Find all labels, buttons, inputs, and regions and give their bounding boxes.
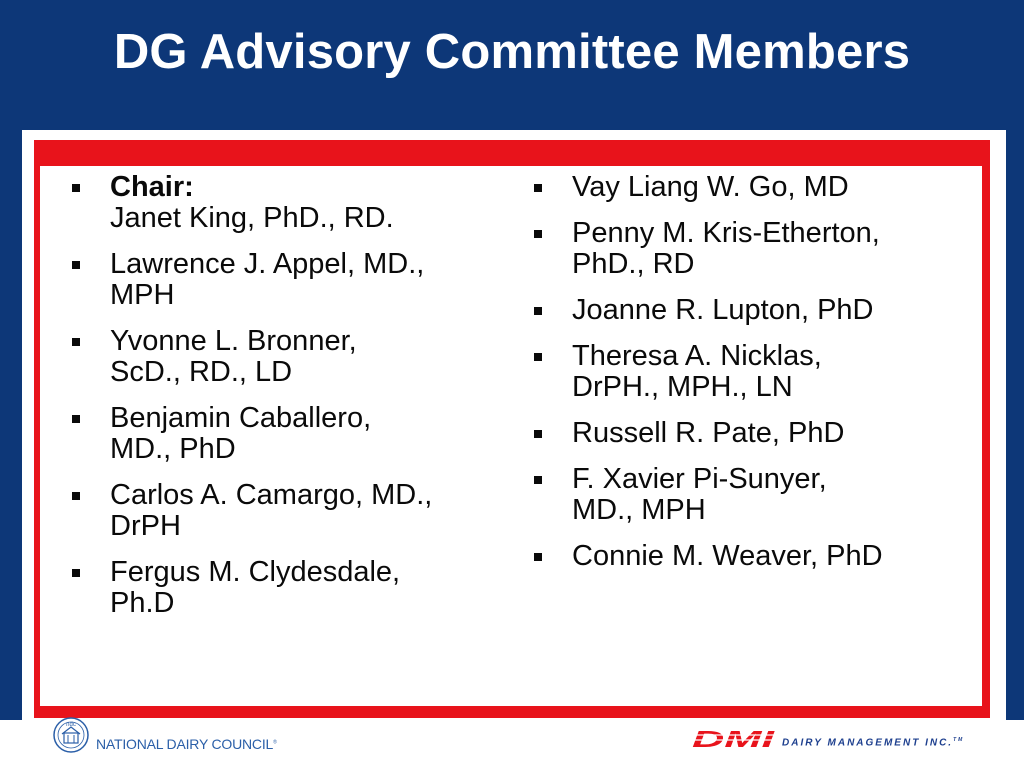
member-name: Lawrence J. Appel, MD., (110, 248, 425, 280)
bullet-square-icon (72, 492, 80, 500)
list-item (70, 403, 510, 465)
member-name: Janet King, PhD., RD. (110, 202, 394, 234)
list-item (70, 172, 510, 234)
member-name: Penny M. Kris-Etherton, (572, 217, 880, 249)
member-name: Russell R. Pate, PhD (572, 417, 845, 449)
member-name: Benjamin Caballero, (110, 402, 372, 434)
ndc-logo-letters: ndc (66, 722, 76, 728)
dmi-trademark: TM (953, 737, 965, 743)
list-item (532, 172, 972, 203)
member-name: Connie M. Weaver, PhD (572, 540, 883, 572)
dmi-name (782, 737, 964, 748)
bullet-square-icon (72, 261, 80, 269)
dmi-logo-letters: DMI (692, 726, 776, 750)
list-item (532, 464, 972, 526)
member-credentials: DrPH., MPH., LN (572, 371, 793, 403)
bullet-square-icon (534, 353, 542, 361)
ndc-logo (52, 716, 90, 754)
member-name: F. Xavier Pi-Sunyer, (572, 463, 827, 495)
list-item (70, 249, 510, 311)
member-credentials: MD., MPH (572, 494, 706, 526)
dmi-name-text: DAIRY MANAGEMENT INC. (782, 737, 954, 749)
list-item (532, 418, 972, 449)
chair-label: Chair: (110, 171, 194, 203)
member-credentials: PhD., RD (572, 248, 695, 280)
member-credentials: Ph.D (110, 587, 175, 619)
bullet-square-icon (534, 307, 542, 315)
ndc-name (96, 736, 277, 752)
bullet-square-icon (72, 415, 80, 423)
member-credentials: DrPH (110, 510, 181, 542)
member-name: Theresa A. Nicklas, (572, 340, 822, 372)
member-name: Joanne R. Lupton, PhD (572, 294, 874, 326)
member-name: Vay Liang W. Go, MD (572, 171, 849, 203)
bullet-square-icon (534, 553, 542, 561)
member-name: Yvonne L. Bronner, (110, 325, 357, 357)
content-box (40, 166, 982, 706)
bullet-square-icon (534, 184, 542, 192)
member-credentials: MPH (110, 279, 175, 311)
member-name: Carlos A. Camargo, MD., (110, 479, 433, 511)
list-item (70, 480, 510, 542)
bullet-square-icon (72, 569, 80, 577)
bullet-square-icon (72, 338, 80, 346)
bullet-square-icon (534, 476, 542, 484)
right-member-list (532, 172, 972, 587)
list-item (532, 341, 972, 403)
ndc-name-text: NATIONAL DAIRY COUNCIL (96, 736, 274, 752)
member-credentials: MD., PhD (110, 433, 236, 465)
bullet-square-icon (534, 430, 542, 438)
bullet-square-icon (534, 230, 542, 238)
list-item (532, 218, 972, 280)
list-item (70, 326, 510, 388)
dmi-logo (690, 726, 778, 750)
member-credentials: ScD., RD., LD (110, 356, 293, 388)
bullet-square-icon (72, 184, 80, 192)
ndc-registered-mark: ® (273, 739, 277, 746)
member-name: Fergus M. Clydesdale, (110, 556, 401, 588)
list-item (70, 557, 510, 619)
list-item (532, 541, 972, 572)
list-item (532, 295, 972, 326)
slide-title: DG Advisory Committee Members (113, 25, 911, 79)
left-member-list (70, 172, 510, 634)
